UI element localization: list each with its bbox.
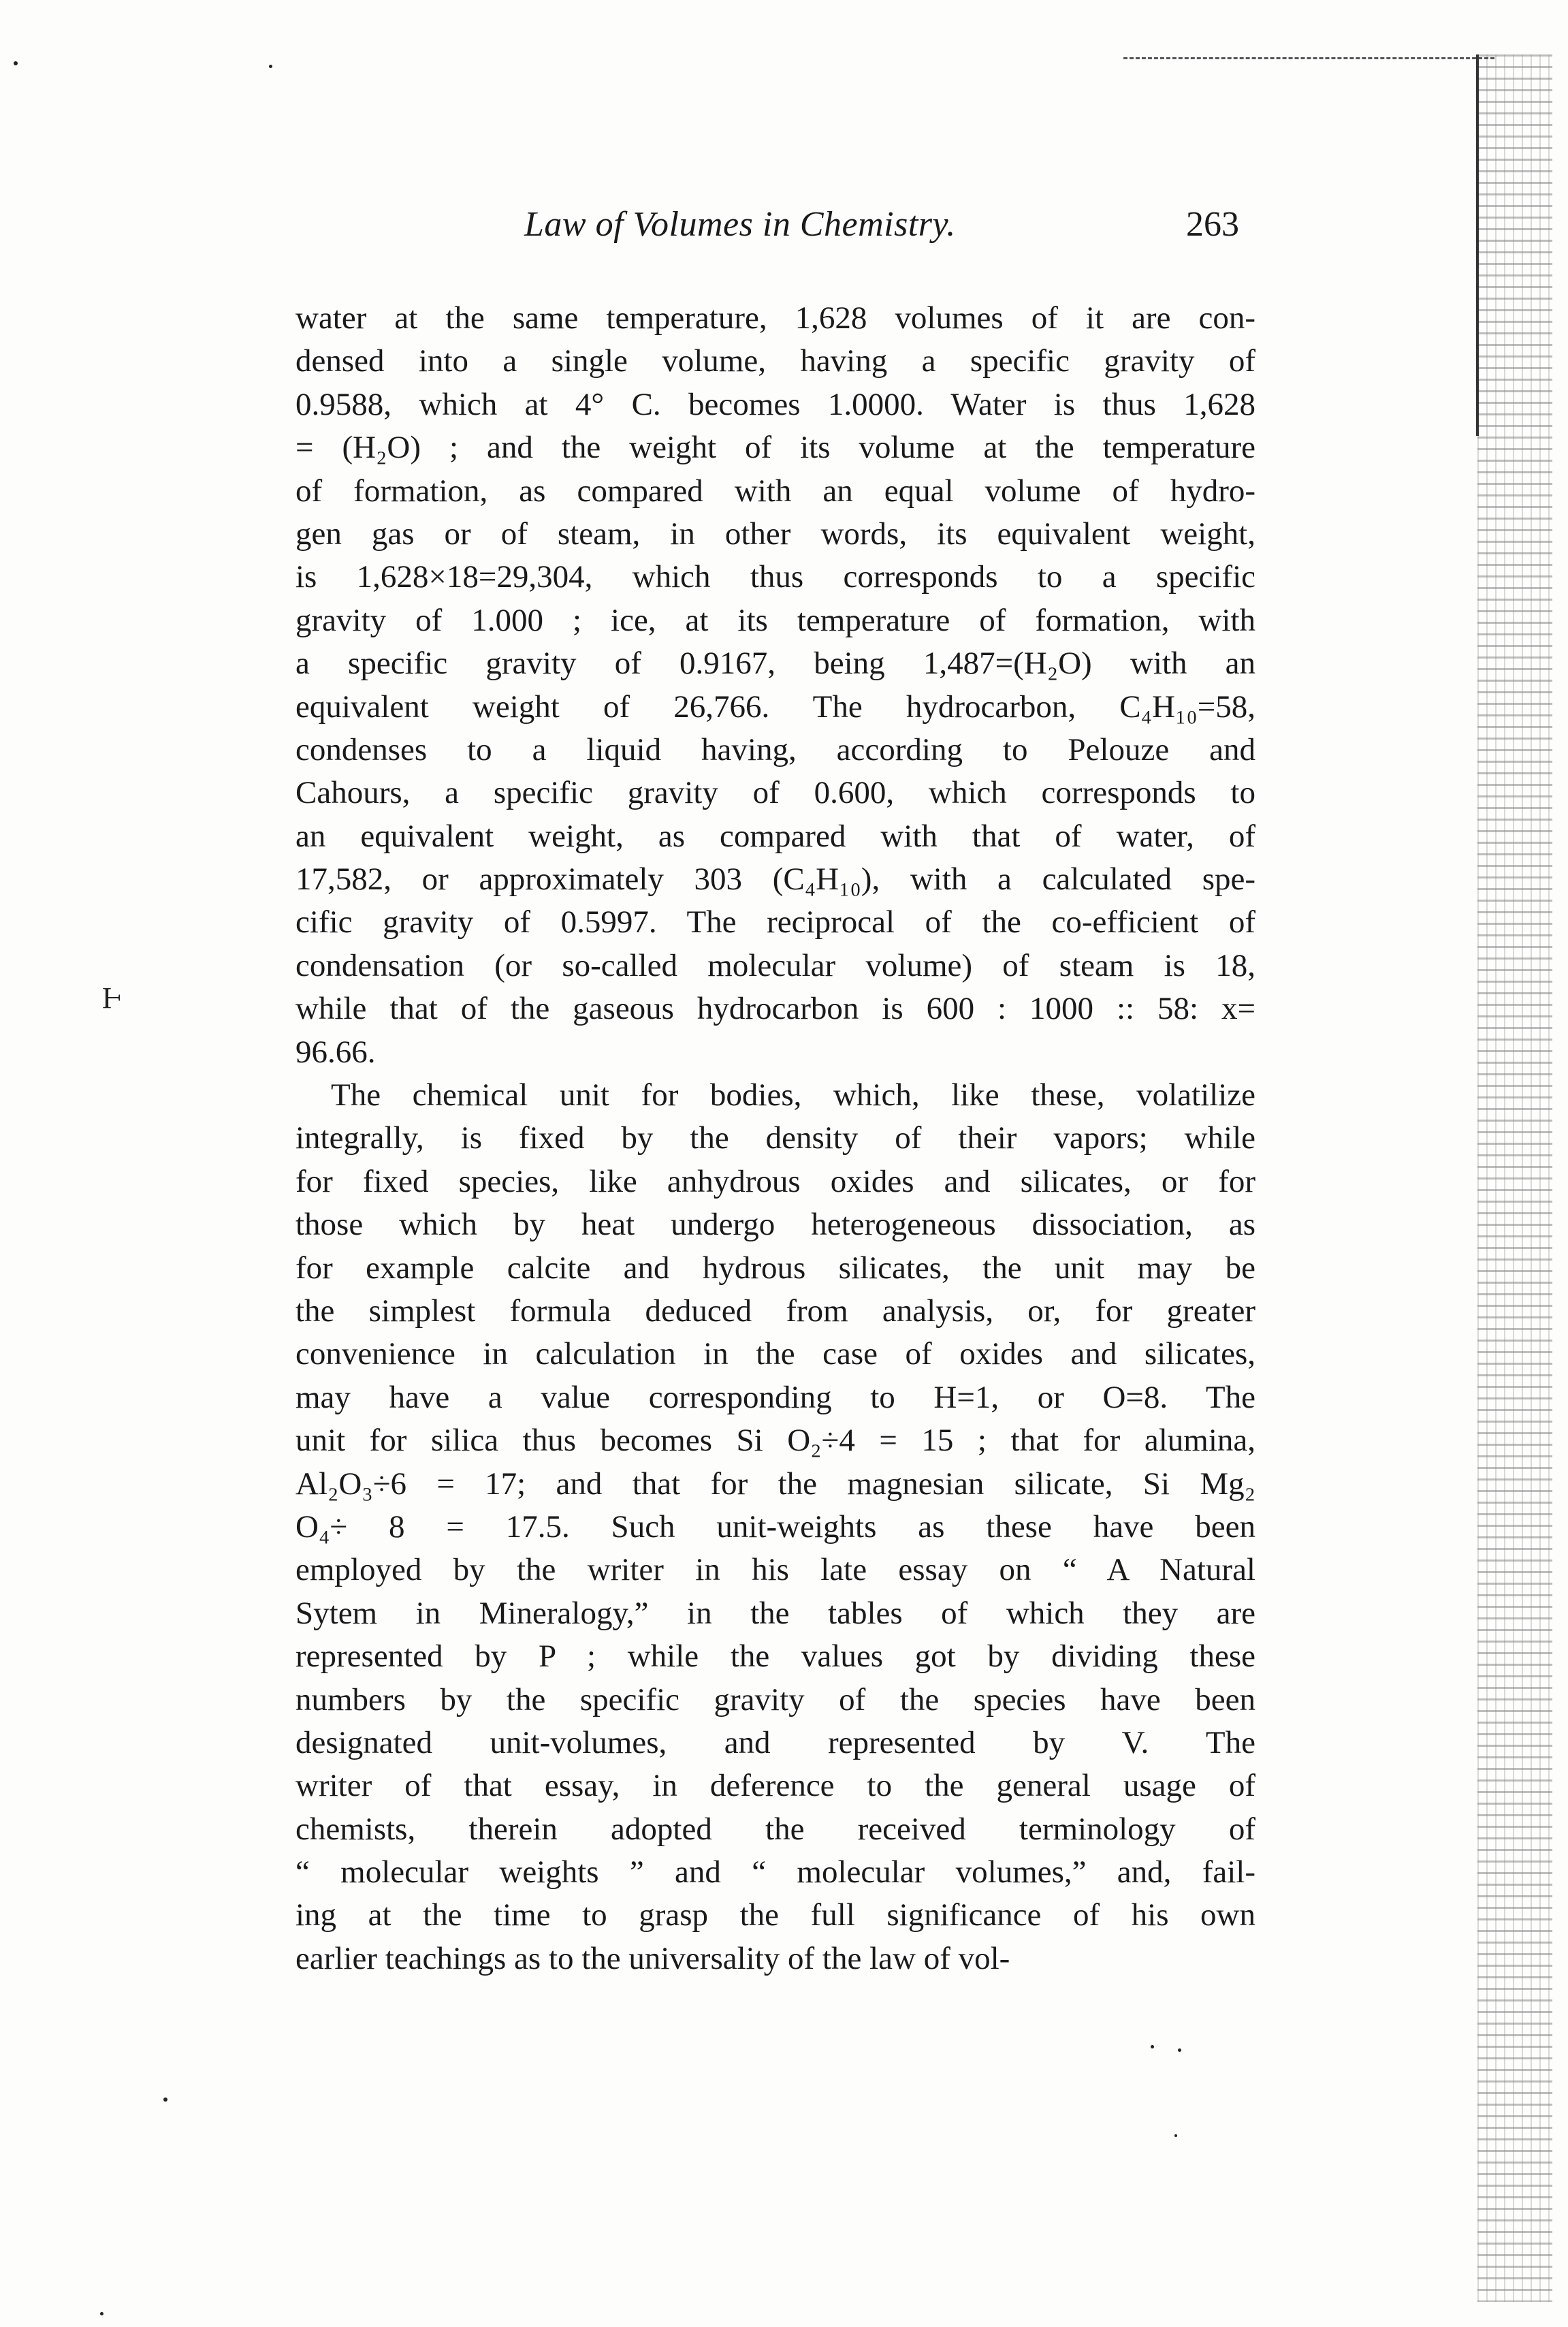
text-line: employed by the writer in his late essay on “ A Natural <box>295 1552 1255 1588</box>
page-number: 263 <box>1186 205 1239 244</box>
text-line: = (H₂O) ; and the weight of its volume at the temperature <box>295 430 1255 466</box>
text-line: chemists, therein adopted the received terminology of <box>295 1811 1255 1847</box>
text-line: those which by heat undergo heterogeneous dissociation, as <box>295 1207 1255 1243</box>
binding-margin-noise <box>1477 54 1552 2302</box>
text-line: Sytem in Mineralogy,” in the tables of which they are <box>295 1595 1255 1631</box>
scan-speck <box>100 2312 103 2315</box>
text-line: unit for silica thus becomes Si O₂÷4 = 15 ; that for alumina, <box>295 1423 1255 1459</box>
text-line: for fixed species, like anhydrous oxides and silicates, or for <box>295 1163 1255 1199</box>
text-line: an equivalent weight, as compared with that of water, of <box>295 818 1255 854</box>
text-line: 17,582, or approximately 303 (C₄H₁₀), with a calculated spe- <box>295 861 1255 898</box>
text-line: while that of the gaseous hydrocarbon is 600 : 1000 :: 58: x= <box>295 991 1255 1027</box>
text-line: The chemical unit for bodies, which, like these, volatilize <box>331 1077 1255 1113</box>
text-line: Cahours, a specific gravity of 0.600, which corresponds to <box>295 775 1255 811</box>
margin-mark: Ⱶ <box>102 981 123 1015</box>
text-line: O₄÷ 8 = 17.5. Such unit-weights as these have been <box>295 1508 1255 1545</box>
text-line: numbers by the specific gravity of the species have been <box>295 1681 1255 1717</box>
text-line: may have a value corresponding to H=1, or O=8. The <box>295 1379 1255 1415</box>
text-line: writer of that essay, in deference to the general usage of <box>295 1768 1255 1804</box>
scan-speck <box>1178 2048 1181 2052</box>
text-line: earlier teachings as to the universality of the law of vol- <box>295 1940 1010 1976</box>
text-line: 96.66. <box>295 1034 376 1070</box>
text-line: integrally, is fixed by the density of their vapors; while <box>295 1120 1255 1156</box>
text-line: for example calcite and hydrous silicates, the unit may be <box>295 1250 1255 1286</box>
text-line: cific gravity of 0.5997. The reciprocal of the co-efficient of <box>295 904 1255 940</box>
scan-edge-rule <box>1123 57 1494 59</box>
text-line: gen gas or of steam, in other words, its equivalent weight, <box>295 516 1255 552</box>
scan-speck <box>14 61 18 65</box>
text-line: equivalent weight of 26,766. The hydrocarbon, C₄H₁₀=58, <box>295 688 1255 725</box>
text-line: condensation (or so-called molecular volume) of steam is 18, <box>295 947 1255 983</box>
text-line: densed into a single volume, having a specific gravity of <box>295 343 1255 379</box>
text-line: is 1,628×18=29,304, which thus corresponds to a specific <box>295 559 1255 595</box>
text-line: ing at the time to grasp the full significance of his own <box>295 1897 1255 1933</box>
text-line: designated unit-volumes, and represented by V. The <box>295 1724 1255 1760</box>
text-line: a specific gravity of 0.9167, being 1,487=(H₂O) with an <box>295 646 1255 682</box>
text-line: 0.9588, which at 4° C. becomes 1.0000. Water is thus 1,628 <box>295 386 1255 422</box>
page-header <box>300 204 1253 259</box>
text-line: gravity of 1.000 ; ice, at its temperature of formation, with <box>295 602 1255 638</box>
text-line: of formation, as compared with an equal volume of hydro- <box>295 473 1255 509</box>
text-line: “ molecular weights ” and “ molecular volumes,” and, fail- <box>295 1854 1255 1890</box>
paragraph <box>295 297 1255 1074</box>
running-title: Law of Volumes in Chemistry. <box>524 205 956 244</box>
text-line: Al₂O₃÷6 = 17; and that for the magnesian silicate, Si Mg₂ <box>295 1466 1255 1502</box>
scan-speck <box>269 65 272 68</box>
text-line: convenience in calculation in the case of oxides and silicates, <box>295 1336 1255 1372</box>
scan-speck <box>1174 2134 1177 2137</box>
paragraph <box>295 1074 1255 1980</box>
scan-speck <box>163 2098 167 2102</box>
body-text <box>295 297 1255 1980</box>
text-line: the simplest formula deduced from analysis, or, for greater <box>295 1293 1255 1329</box>
scan-speck <box>1151 2045 1154 2048</box>
text-line: condenses to a liquid having, according to Pelouze and <box>295 731 1255 767</box>
text-line: represented by P ; while the values got by dividing these <box>295 1639 1255 1675</box>
text-line: water at the same temperature, 1,628 volumes of it are con- <box>295 300 1255 336</box>
